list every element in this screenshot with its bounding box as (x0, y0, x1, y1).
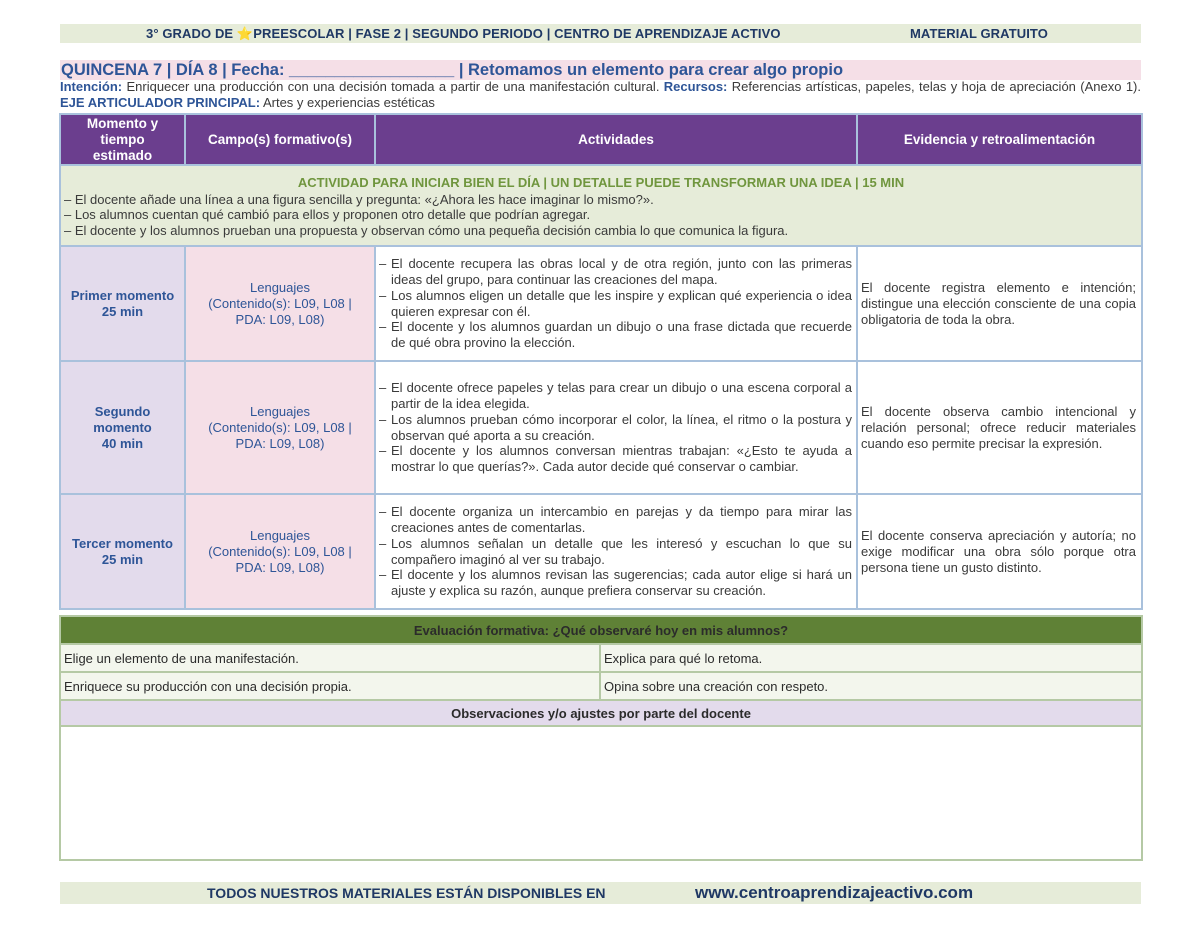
moment-cell (60, 246, 185, 361)
activities-cell (375, 246, 857, 361)
activity-item: – El docente y los alumnos revisan las sugerencias; cada autor elige si hará un ajuste y explica su razón, aunque prefiera conservar su creación. (379, 567, 852, 598)
banner-right-text: MATERIAL GRATUITO (910, 26, 1048, 41)
moment-row-3 (60, 494, 1142, 609)
intencion-text: Enriquecer una producción con una decisión tomada a partir de una manifestación cultural. (122, 79, 664, 94)
campo-cell (185, 361, 375, 494)
evaluation-title: Evaluación formativa: ¿Qué observaré hoy en mis alumnos? (60, 616, 1142, 644)
footer-banner (60, 882, 1141, 904)
eje-label: EJE ARTICULADOR PRINCIPAL: (60, 94, 261, 110)
moment-time: 25 min (101, 303, 144, 319)
activity-item: – Los alumnos prueban cómo incorporar el color, la línea, el ritmo o la postura y observan qué aporta a su creación. (379, 411, 852, 443)
recursos-text: Referencias artísticas, papeles, telas y hoja de apreciación (Anexo 1). (727, 79, 1141, 94)
footer-text: TODOS NUESTROS MATERIALES ESTÁN DISPONIBLES EN (207, 885, 606, 901)
moment-label: Tercer momento (72, 535, 173, 551)
campo-name: Lenguajes (250, 403, 310, 419)
page-title: QUINCENA 7 | DÍA 8 | Fecha: __________________ | Retomamos un elemento para crear algo propio (60, 60, 1141, 80)
moment-cell (60, 361, 185, 494)
activities-cell (375, 494, 857, 609)
intencion-label: Intención: (60, 79, 123, 94)
evaluation-row (60, 644, 1142, 672)
start-activity-cell (60, 165, 1142, 246)
moment-row-1 (60, 246, 1142, 361)
observations-title: Observaciones y/o ajustes por parte del docente (60, 700, 1142, 726)
activity-item: – Los alumnos eligen un detalle que les inspire y explican qué experiencia o idea quieren expresar con él. (379, 287, 852, 319)
footer-website-link[interactable]: www.centroaprendizajeactivo.com (695, 883, 974, 902)
campo-name: Lenguajes (250, 279, 310, 295)
campo-pda: PDA: L09, L08) (235, 311, 325, 327)
activity-item: – El docente recupera las obras local y de otra región, junto con las primeras ideas del grupo, para continuar las creaciones del mapa. (379, 256, 852, 288)
campo-contenido: (Contenido(s): L09, L08 | (208, 543, 352, 559)
evaluation-criterion: Opina sobre una creación con respeto. (600, 672, 1142, 700)
moment-label: Segundo (94, 403, 151, 419)
moment-time: 25 min (101, 551, 144, 567)
evaluation-table (59, 615, 1143, 861)
evaluation-criterion: Elige un elemento de una manifestación. (60, 644, 600, 672)
campo-contenido: (Contenido(s): L09, L08 | (208, 295, 352, 311)
campo-pda: PDA: L09, L08) (235, 559, 325, 575)
start-activity-line: – Los alumnos cuentan qué cambió para ellos y proponen otro detalle que podrían agregar. (64, 207, 591, 222)
evidence-cell: El docente conserva apreciación y autoría; no exige modificar una obra sólo porque otra persona tiene un gusto distinto. (857, 494, 1142, 609)
activity-item: – El docente y los alumnos conversan mientras trabajan: «¿Esto te ayuda a mostrar lo que querías?». Cada autor decide qué conservar o cambiar. (379, 443, 852, 474)
campo-contenido: (Contenido(s): L09, L08 | (208, 419, 352, 435)
intent-paragraph (60, 79, 1141, 110)
evidence-cell: El docente registra elemento e intención; distingue una elección consciente de una copia obligatoria de toda la obra. (857, 246, 1142, 361)
campo-pda: PDA: L09, L08) (235, 435, 325, 451)
activity-item: – El docente organiza un intercambio en parejas y da tiempo para mirar las creaciones antes de comentarlas. (379, 504, 852, 536)
recursos-label: Recursos: (663, 79, 728, 94)
eje-text: Artes y experiencias estéticas (260, 94, 435, 110)
start-activity-line: – El docente y los alumnos prueban una propuesta y observan cómo una pequeña decisión cambia lo que comunica la figura. (64, 222, 789, 238)
campo-cell (185, 246, 375, 361)
header-momento: Momento y tiempo estimado (60, 114, 185, 165)
evaluation-criterion: Enriquece su producción con una decisión propia. (60, 672, 600, 700)
activity-item: – El docente ofrece papeles y telas para crear un dibujo o una escena corporal a partir de la idea elegida. (379, 380, 852, 412)
moment-time: 40 min (101, 435, 144, 451)
activities-cell (375, 361, 857, 494)
evaluation-row (60, 672, 1142, 700)
moment-cell (60, 494, 185, 609)
top-banner (60, 24, 1141, 43)
evaluation-criterion: Explica para qué lo retoma. (600, 644, 1142, 672)
start-activity-line: – El docente añade una línea a una figura sencilla y pregunta: «¿Ahora les hace imaginar lo mismo?». (64, 191, 654, 207)
header-evidencia: Evidencia y retroalimentación (857, 114, 1142, 165)
campo-cell (185, 494, 375, 609)
moment-row-2 (60, 361, 1142, 494)
evidence-cell: El docente observa cambio intencional y relación personal; ofrece reducir materiales cuando eso permite precisar la expresión. (857, 361, 1142, 494)
header-campo: Campo(s) formativo(s) (185, 114, 375, 165)
activities-table (59, 113, 1143, 610)
campo-name: Lenguajes (250, 527, 310, 543)
start-activity-title: ACTIVIDAD PARA INICIAR BIEN EL DÍA | UN DETALLE PUEDE TRANSFORMAR UNA IDEA | 15 MIN (297, 175, 905, 190)
moment-label: momento (93, 419, 152, 435)
moment-label: Primer momento (70, 287, 175, 303)
activity-item: – Los alumnos señalan un detalle que les interesó y escuchan lo que su compañero imaginó al ver su trabajo. (379, 535, 852, 567)
header-actividades: Actividades (375, 114, 857, 165)
observations-area[interactable] (60, 726, 1142, 860)
banner-left-text: 3° GRADO DE ⭐PREESCOLAR | FASE 2 | SEGUNDO PERIODO | CENTRO DE APRENDIZAJE ACTIVO (146, 25, 781, 41)
activity-item: – El docente y los alumnos guardan un dibujo o una frase dictada que recuerde de qué obra provino la elección. (379, 319, 852, 350)
